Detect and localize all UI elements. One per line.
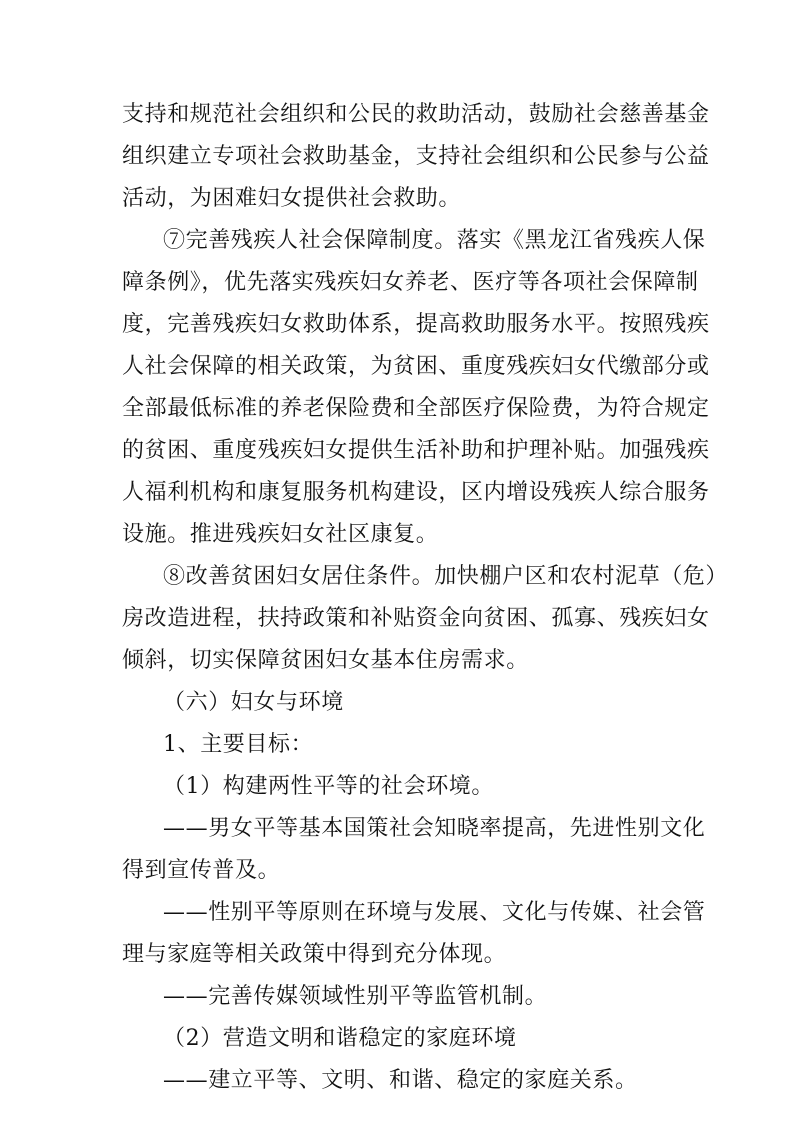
text-line: ⑧改善贫困妇女居住条件。加快棚户区和农村泥草（危） [163, 564, 729, 589]
text-line: 理与家庭等相关政策中得到充分体现。 [122, 942, 507, 967]
item-heading: （2）营造文明和谐稳定的家庭环境 [163, 1026, 517, 1051]
text-line: ——男女平等基本国策社会知晓率提高，先进性别文化 [163, 816, 706, 841]
text-line: 房改造进程，扶持政策和补贴资金向贫困、孤寡、残疾妇女 [122, 606, 710, 631]
text-line: 障条例》，优先落实残疾妇女养老、医疗等各项社会保障制 [122, 270, 699, 295]
text-line: ——建立平等、文明、和谐、稳定的家庭关系。 [163, 1068, 638, 1093]
subsection-heading: 1、主要目标： [163, 732, 314, 757]
text-line: 设施。推进残疾妇女社区康复。 [122, 522, 439, 547]
text-line: ——性别平等原则在环境与发展、文化与传媒、社会管 [163, 900, 706, 925]
text-line: 的贫困、重度残疾妇女提供生活补助和护理补贴。加强残疾 [122, 438, 710, 463]
text-line: 支持和规范社会组织和公民的救助活动，鼓励社会慈善基金 [122, 102, 710, 127]
text-line: 全部最低标准的养老保险费和全部医疗保险费，为符合规定 [122, 396, 710, 421]
text-line: 度，完善残疾妇女救助体系，提高救助服务水平。按照残疾 [122, 312, 710, 337]
item-heading: （1）构建两性平等的社会环境。 [163, 774, 494, 799]
text-line: 组织建立专项社会救助基金，支持社会组织和公民参与公益 [122, 144, 710, 169]
text-line: ⑦完善残疾人社会保障制度。落实《黑龙江省残疾人保 [163, 228, 706, 253]
text-line: 得到宣传普及。 [122, 858, 281, 883]
text-line: 人福利机构和康复服务机构建设，区内增设残疾人综合服务 [122, 480, 710, 505]
section-heading: （六）妇女与环境 [163, 690, 344, 715]
text-line: 活动，为困难妇女提供社会救助。 [122, 186, 462, 211]
text-line: 人社会保障的相关政策，为贫困、重度残疾妇女代缴部分或 [122, 354, 710, 379]
text-line: ——完善传媒领域性别平等监管机制。 [163, 984, 548, 1009]
text-line: 倾斜，切实保障贫困妇女基本住房需求。 [122, 648, 529, 673]
